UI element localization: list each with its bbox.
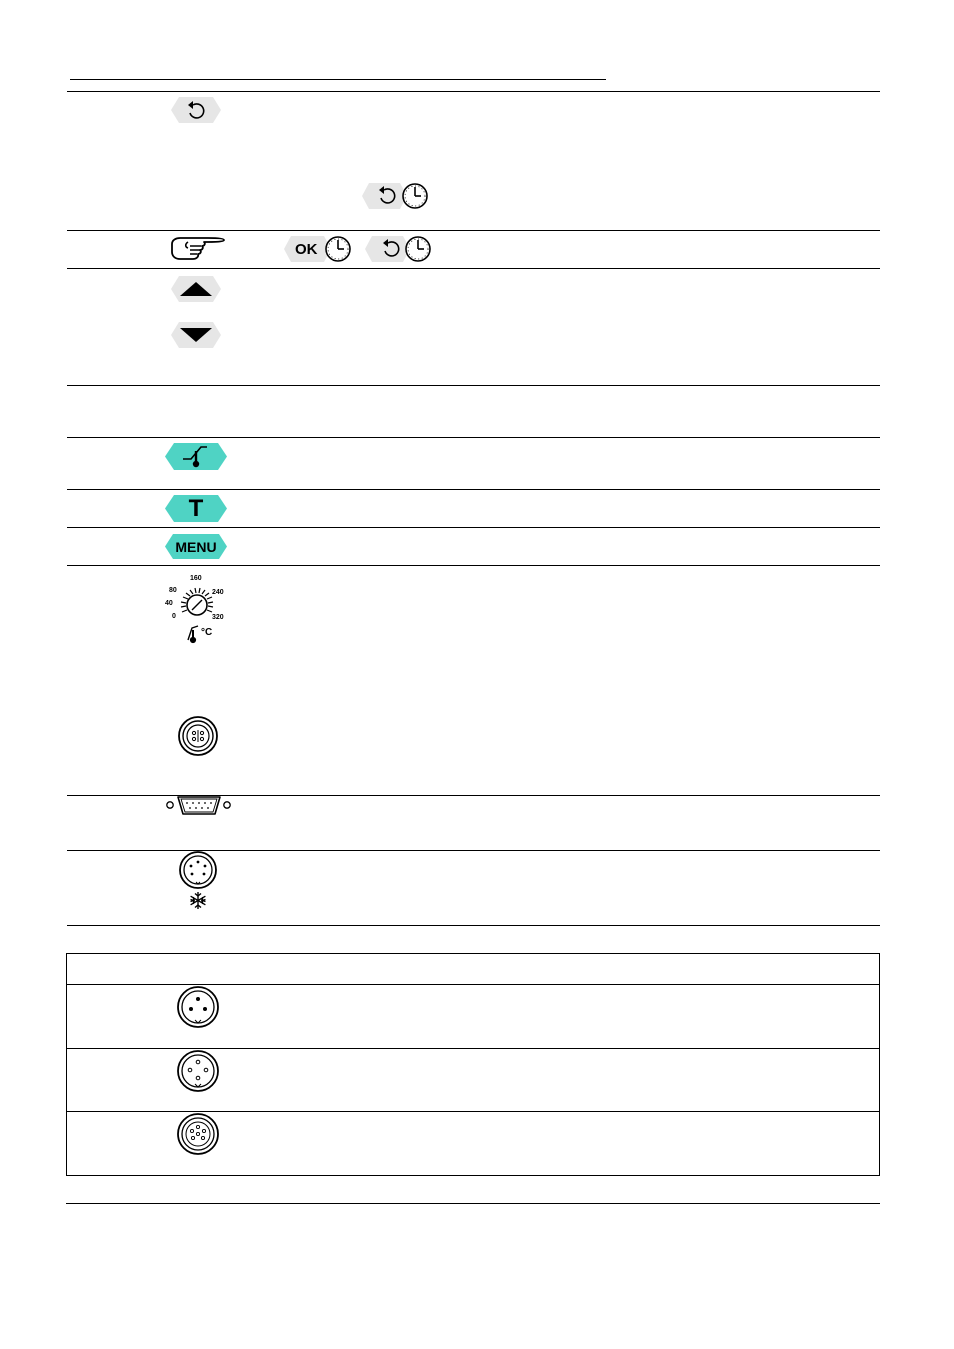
socket-3pin-icon xyxy=(176,985,220,1029)
setpoint-key xyxy=(165,443,227,470)
dial-label-40: 40 xyxy=(165,600,173,607)
clock-icon xyxy=(403,184,427,208)
dial-label-240: 240 xyxy=(212,589,224,596)
section-rule xyxy=(67,489,880,490)
section-rule xyxy=(67,437,880,438)
cooling-socket-icon xyxy=(180,852,216,888)
section-rule xyxy=(67,230,880,231)
section-rule xyxy=(67,385,880,386)
escape-key xyxy=(171,97,221,123)
down-key xyxy=(171,322,221,348)
section-rule xyxy=(67,565,880,566)
menu-key xyxy=(165,534,227,559)
t-key-icon: T xyxy=(188,494,204,522)
ok-label: OK xyxy=(295,241,318,258)
menu-key-icon: MENU xyxy=(175,538,217,555)
dial-label-0: 0 xyxy=(172,613,176,620)
dial-unit: °C xyxy=(201,627,213,638)
cooling-socket xyxy=(177,850,219,912)
dial-label-160: 160 xyxy=(190,575,202,582)
dial-label-80: 80 xyxy=(169,587,177,594)
up-key xyxy=(171,276,221,302)
section-rule xyxy=(67,925,880,926)
section-rule xyxy=(67,91,880,92)
socket-4pin-icon xyxy=(176,1049,220,1093)
rs232-port-icon xyxy=(164,795,234,817)
footer-rule xyxy=(66,1203,880,1204)
dial-label-320: 320 xyxy=(212,614,224,621)
section-rule xyxy=(67,527,880,528)
pointing-hand-icon xyxy=(168,234,228,264)
section-rule xyxy=(67,268,880,269)
snowflake-icon xyxy=(191,892,206,909)
header-underline xyxy=(70,79,606,80)
temperature-key xyxy=(165,495,227,522)
escape-timer-combo xyxy=(362,181,430,211)
escape-timer-combo-2 xyxy=(365,234,433,264)
socket-6pin-icon xyxy=(176,1112,220,1156)
temperature-dial xyxy=(160,574,236,646)
pt100-socket-icon xyxy=(177,715,219,757)
ok-timer-combo xyxy=(284,234,354,264)
